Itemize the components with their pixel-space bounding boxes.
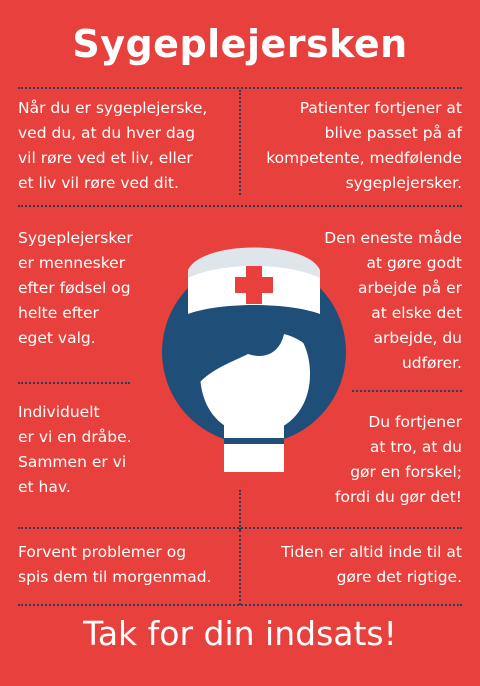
divider (352, 390, 462, 392)
quote-2: Patienter fortjener at blive passet på af kompetente, medfølende sygeplejersker. (266, 99, 462, 192)
quote-8: Tiden er altid inde til at gøre det rigtige. (281, 543, 462, 586)
quote-4: Den eneste måde at gøre godt arbejde på er at elske det arbejde, du udfører. (324, 229, 462, 372)
divider (18, 205, 462, 207)
footer-thanks: Tak for din indsats! (83, 614, 397, 653)
divider (18, 604, 462, 606)
quote-3: Sygeplejersker er mennesker efter fødsel og helte efter eget valg. (18, 229, 133, 347)
quote-5: Individuelt er vi en dråbe. Sammen er vi et hav. (18, 403, 132, 496)
divider (239, 90, 241, 195)
divider (239, 490, 241, 530)
divider (18, 382, 130, 384)
quote-1: Når du er sygeplejerske, ved du, at du hver dag vil røre ved et liv, eller et liv vil røre ved dit. (18, 99, 208, 192)
divider (18, 87, 462, 89)
divider (239, 530, 241, 605)
nurse-icon (162, 222, 346, 474)
poster-title: Sygeplejersken (72, 22, 408, 66)
quote-6: Du fortjener at tro, at du gør en forskel; fordi du gør det! (335, 413, 462, 506)
quote-7: Forvent problemer og spis dem til morgenmad. (18, 543, 212, 586)
divider (18, 527, 462, 529)
